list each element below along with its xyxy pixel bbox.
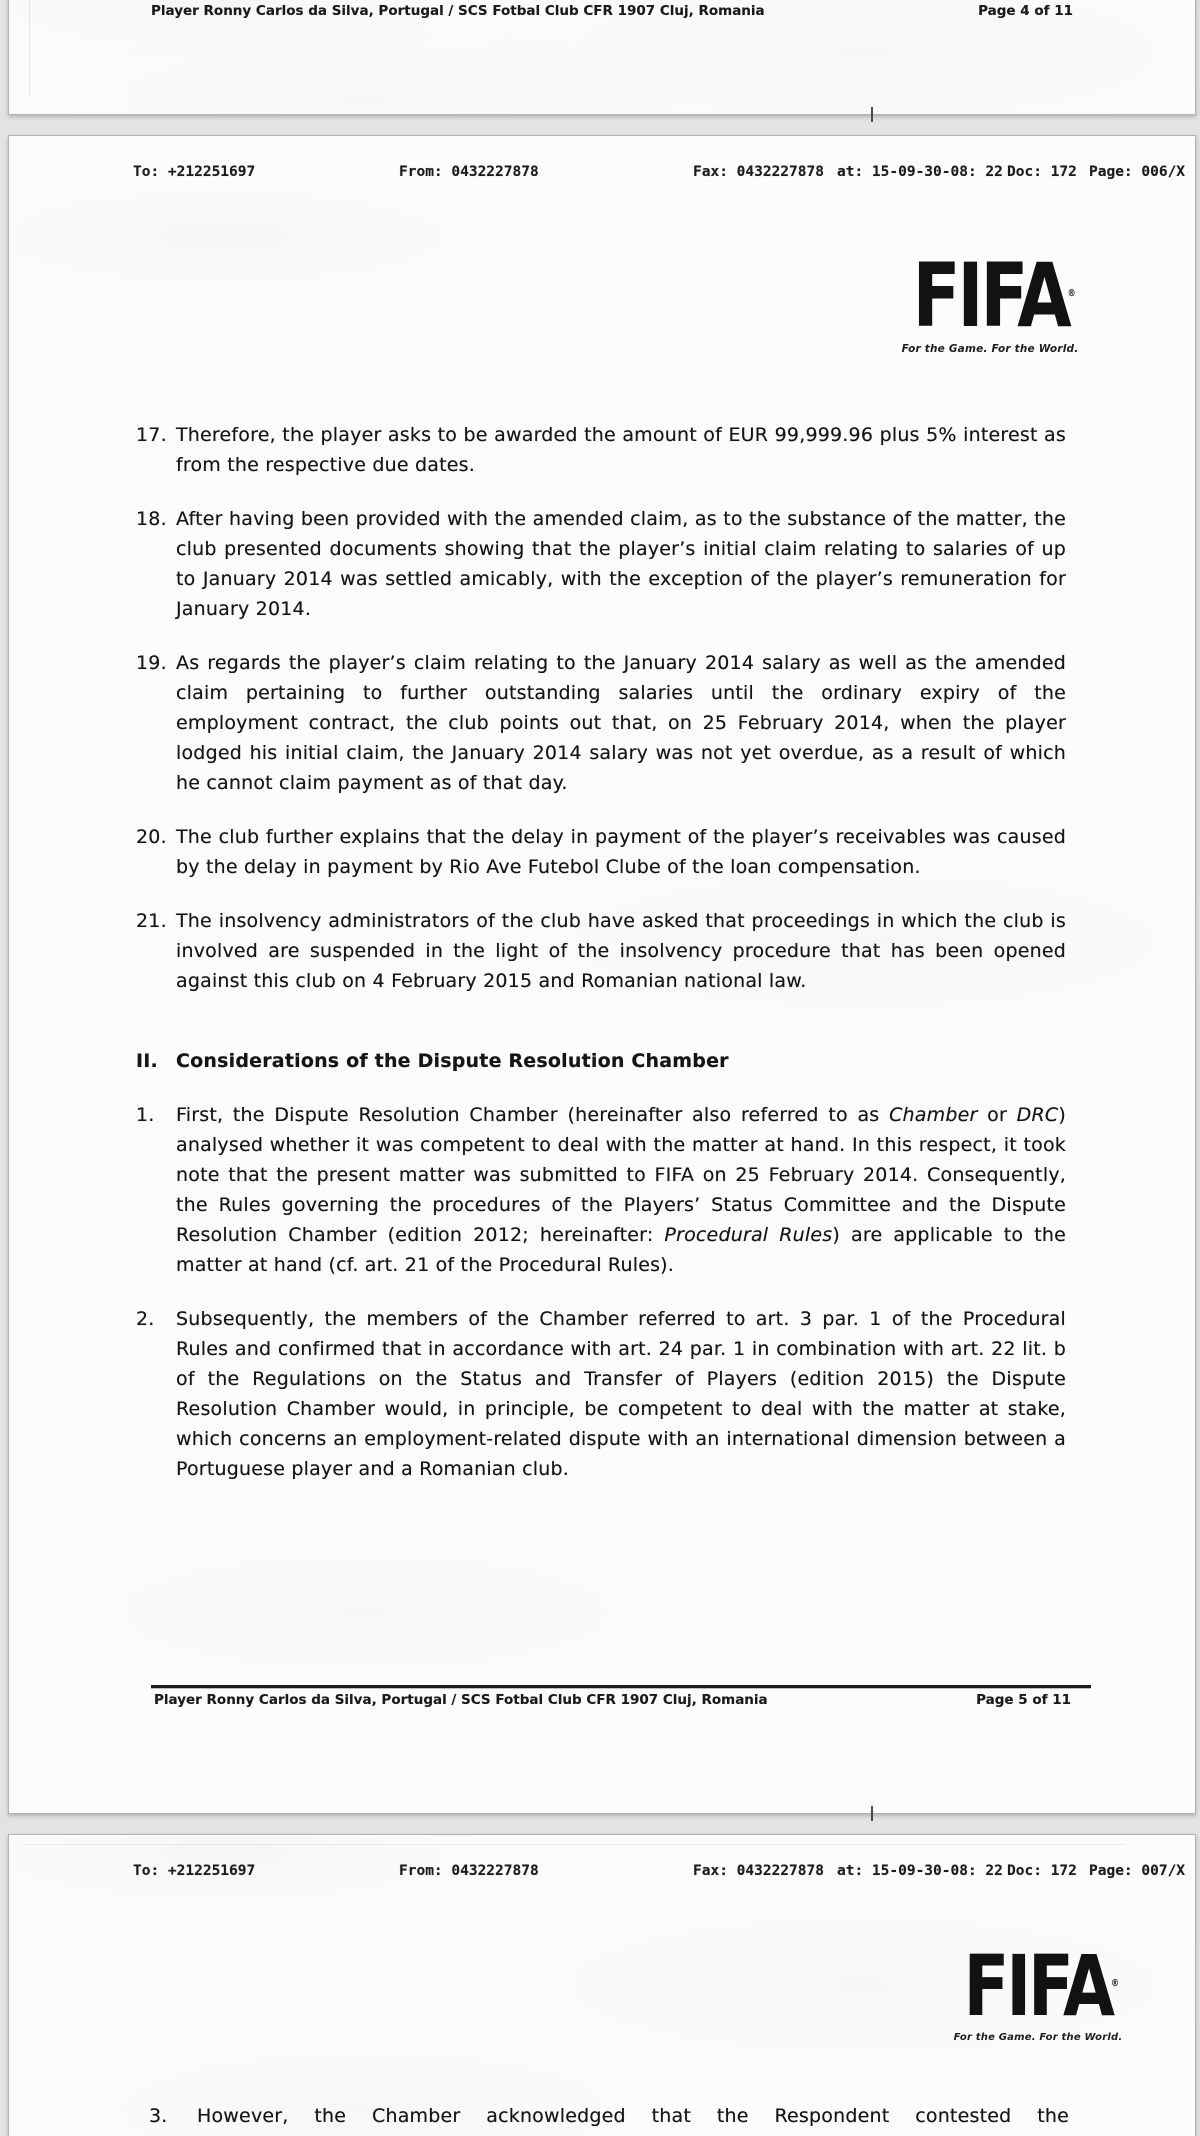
decision-paragraphs: [136, 420, 1066, 1508]
fax-header-fax: Fax: 0432227878: [693, 1863, 824, 1879]
fax-transmission-header: [9, 1835, 1195, 1895]
registered-trademark-icon: ®: [1067, 288, 1076, 299]
footer-page-number: Page 4 of 11: [978, 3, 1073, 19]
footer-case-reference: Player Ronny Carlos da Silva, Portugal / SCS Fotbal Club CFR 1907 Cluj, Romania: [154, 1692, 768, 1708]
scan-paper-edge: [29, 0, 30, 98]
numbered-paragraph: [149, 2101, 1069, 2131]
numbered-paragraph: [136, 504, 1066, 624]
paragraph-text: The insolvency administrators of the club have asked that proceedings in which the club is involved are suspended in the light of the insolvency procedure that has been opened against this club on 4 February 2015 and Romanian national law.: [176, 910, 1066, 992]
fax-header-timestamp: at: 15-09-30-08: 22: [837, 1863, 1003, 1879]
footer-page-number: Page 5 of 11: [976, 1692, 1071, 1708]
paragraph-number: II.: [136, 1050, 158, 1072]
numbered-paragraph: [136, 648, 1066, 798]
paragraph-number: 3.: [149, 2105, 168, 2127]
fax-header-from: From: 0432227878: [399, 164, 539, 180]
fifa-logo: [954, 1937, 1122, 2035]
paragraph-text: Therefore, the player asks to be awarded the amount of EUR 99,999.96 plus 5% interest as from the respective due dates.: [176, 424, 1066, 476]
fax-header-to: To: +212251697: [133, 1863, 256, 1879]
fax-transmission-header: [9, 136, 1195, 196]
paragraph-number: 20.: [136, 826, 167, 848]
numbered-paragraph: [136, 906, 1066, 996]
numbered-paragraph: [136, 822, 1066, 882]
fax-page-6-fragment: [8, 1834, 1196, 2136]
paragraph-number: 1.: [136, 1104, 155, 1126]
paragraph-text: First, the Dispute Resolution Chamber (hereinafter also referred to as Chamber or DRC) analysed whether it was competent to deal with the matter at hand. In this respect, it took note that the present matter was submitted to FIFA on 25 February 2014. Consequently, the Rules governing the procedures of the Players’ Status Committee and the Dispute Resolution Chamber (edition 2012; hereinafter: Procedural Rules) are applicable to the matter at hand (cf. art. 21 of the Procedural Rules).: [176, 1104, 1067, 1276]
paragraph-number: 2.: [136, 1308, 155, 1330]
fax-header-timestamp: at: 15-09-30-08: 22: [837, 164, 1003, 180]
paragraph-text: After having been provided with the amended claim, as to the substance of the matter, the club presented documents showing that the player’s initial claim relating to salaries of up to January 2014 was settled amicably, with the exception of the player’s remuneration for January 2014.: [176, 508, 1066, 620]
scan-artifact-tick: [871, 1806, 873, 1821]
paragraph-text: The club further explains that the delay in payment of the player’s receivables was caused by the delay in payment by Rio Ave Futebol Clube of the loan compensation.: [176, 826, 1066, 878]
registered-trademark-icon: ®: [1111, 1978, 1120, 1989]
numbered-paragraph: [136, 1304, 1066, 1484]
fax-header-doc: Doc: 172: [1007, 1863, 1077, 1879]
paragraph-text: As regards the player’s claim relating to the January 2014 salary as well as the amended claim pertaining to further outstanding salaries until the ordinary expiry of the employment contract, the club points out that, on 25 February 2014, when the player lodged his initial claim, the January 2014 salary was not yet overdue, as a result of which he cannot claim payment as of that day.: [176, 652, 1066, 794]
fax-header-fax: Fax: 0432227878: [693, 164, 824, 180]
fifa-logo: [899, 244, 1081, 347]
footer-rule: [151, 1685, 1091, 1688]
decision-paragraphs: [149, 2101, 1069, 2136]
footer-case-reference: Player Ronny Carlos da Silva, Portugal / SCS Fotbal Club CFR 1907 Cluj, Romania: [151, 3, 765, 19]
numbered-paragraph: [136, 1100, 1066, 1280]
fifa-tagline: For the Game. For the World.: [901, 343, 1079, 355]
page-footer: [151, 3, 1073, 19]
fax-page-4-fragment: [8, 0, 1196, 115]
paragraph-number: 21.: [136, 910, 167, 932]
fax-header-page: Page: 007/X: [1089, 1863, 1186, 1879]
paragraph-text: Subsequently, the members of the Chamber referred to art. 3 par. 1 of the Procedural Rules and confirmed that in accordance with art. 24 par. 1 in combination with art. 22 lit. b of the Regulations on the Status and Transfer of Players (edition 2015) the Dispute Resolution Chamber would, in principle, be competent to deal with the matter at stake, which concerns an employment-related dispute with an international dimension between a Portuguese player and a Romanian club.: [176, 1308, 1066, 1480]
fax-page-5: [8, 135, 1196, 1814]
fifa-wordmark: FIFA ®: [963, 1937, 1120, 2035]
fifa-wordmark: FIFA ®: [912, 244, 1076, 347]
fifa-tagline: For the Game. For the World.: [953, 2032, 1123, 2043]
paragraph-number: 19.: [136, 652, 167, 674]
paragraph-text: However, the Chamber acknowledged that the Respondent contested the: [197, 2105, 1069, 2127]
section-heading: [136, 1046, 1066, 1076]
numbered-paragraph: [136, 420, 1066, 480]
section-heading-text: Considerations of the Dispute Resolution Chamber: [176, 1050, 729, 1072]
paragraph-number: 18.: [136, 508, 167, 530]
scan-artifact-tick: [871, 107, 873, 122]
fax-header-doc: Doc: 172: [1007, 164, 1077, 180]
fax-header-from: From: 0432227878: [399, 1863, 539, 1879]
fax-header-page: Page: 006/X: [1089, 164, 1186, 180]
page-footer: [154, 1692, 1071, 1708]
fax-header-to: To: +212251697: [133, 164, 256, 180]
paragraph-number: 17.: [136, 424, 167, 446]
